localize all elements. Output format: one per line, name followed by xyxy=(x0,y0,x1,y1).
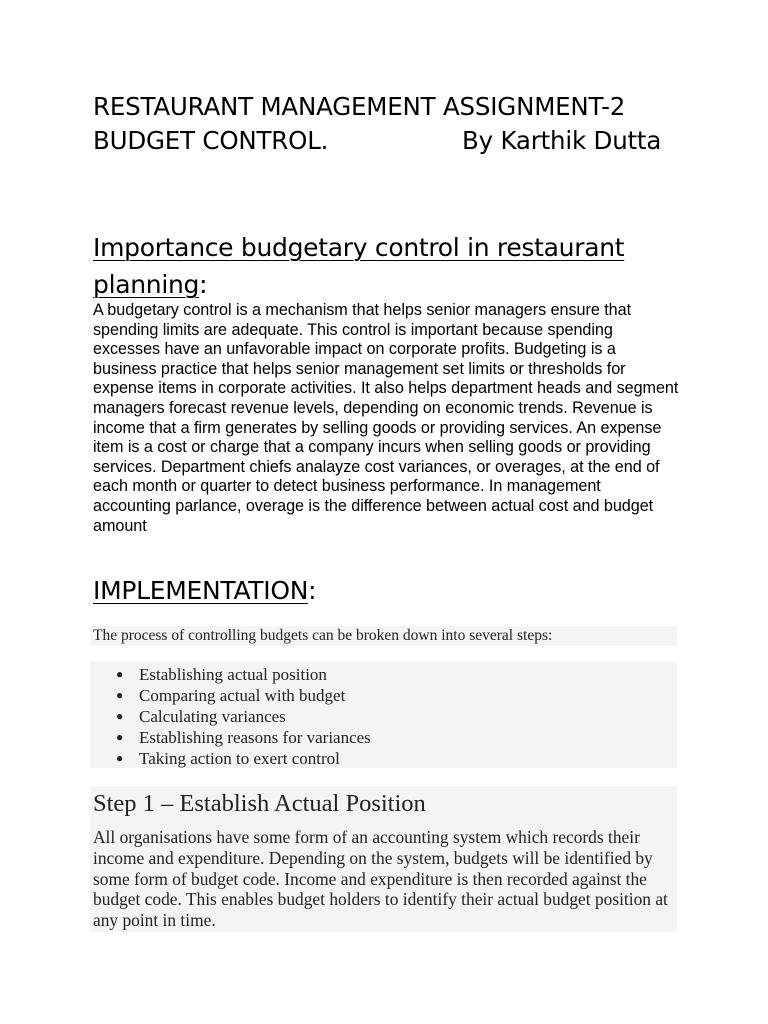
bullet-icon: ● xyxy=(116,688,124,702)
document-title-line-1 xyxy=(93,92,625,122)
step-label: Comparing actual with budget xyxy=(139,686,346,705)
implementation-heading-text: IMPLEMENTATION xyxy=(93,576,309,605)
step-label: Establishing actual position xyxy=(139,665,327,684)
step1-section xyxy=(90,786,677,932)
list-item xyxy=(90,727,677,748)
steps-list-box xyxy=(90,662,677,768)
bullet-icon: ● xyxy=(116,751,124,765)
assignment-title: RESTAURANT MANAGEMENT ASSIGNMENT-2 xyxy=(93,92,626,121)
list-item xyxy=(90,664,677,685)
importance-paragraph: A budgetary control is a mechanism that helps senior managers ensure that spending limits are adequate. This control is important because spending excesses have an unfavorable impact on corporate profits. Budgeting is a business practice that helps senior management set limits or thresholds for expense items in corporate activities. It also helps department heads and segment managers forecast revenue levels, depending on economic trends. Revenue is income that a firm generates by selling goods or providing services. An expense item is a cost or charge that a company incurs when selling goods or providing services. Department chiefs analayze cost variances, or overages, at the end of each month or quarter to detect business performance. In management accounting parlance, overage is the difference between actual cost and budget amount xyxy=(93,301,679,535)
step-label: Taking action to exert control xyxy=(139,749,340,768)
subject-title: BUDGET CONTROL. xyxy=(93,126,329,155)
implementation-intro: The process of controlling budgets can be broken down into several steps: xyxy=(90,626,677,646)
list-item xyxy=(90,706,677,727)
step-label: Establishing reasons for variances xyxy=(139,728,371,747)
implementation-heading-colon: : xyxy=(308,576,317,605)
implementation-heading xyxy=(93,573,316,609)
importance-heading-colon: : xyxy=(199,270,208,299)
document-title-line-2 xyxy=(93,126,662,156)
author-name: By Karthik Dutta xyxy=(462,126,662,155)
step-label: Calculating variances xyxy=(139,707,286,726)
steps-list xyxy=(90,662,677,769)
list-item xyxy=(90,748,677,769)
list-item xyxy=(90,685,677,706)
bullet-icon: ● xyxy=(116,730,124,744)
step1-paragraph: All organisations have some form of an accounting system which records their income and expenditure. Depending on the system, budgets will be identified by some form of budget code. Income and expenditure is then recorded against the budget code. This enables budget holders to identify their actual budget position at any point in time. xyxy=(93,827,668,931)
importance-heading xyxy=(93,229,673,303)
bullet-icon: ● xyxy=(116,667,124,681)
importance-heading-text: Importance budgetary control in restaurant planning xyxy=(93,233,625,299)
step1-heading: Step 1 – Establish Actual Position xyxy=(93,790,426,817)
bullet-icon: ● xyxy=(116,709,124,723)
